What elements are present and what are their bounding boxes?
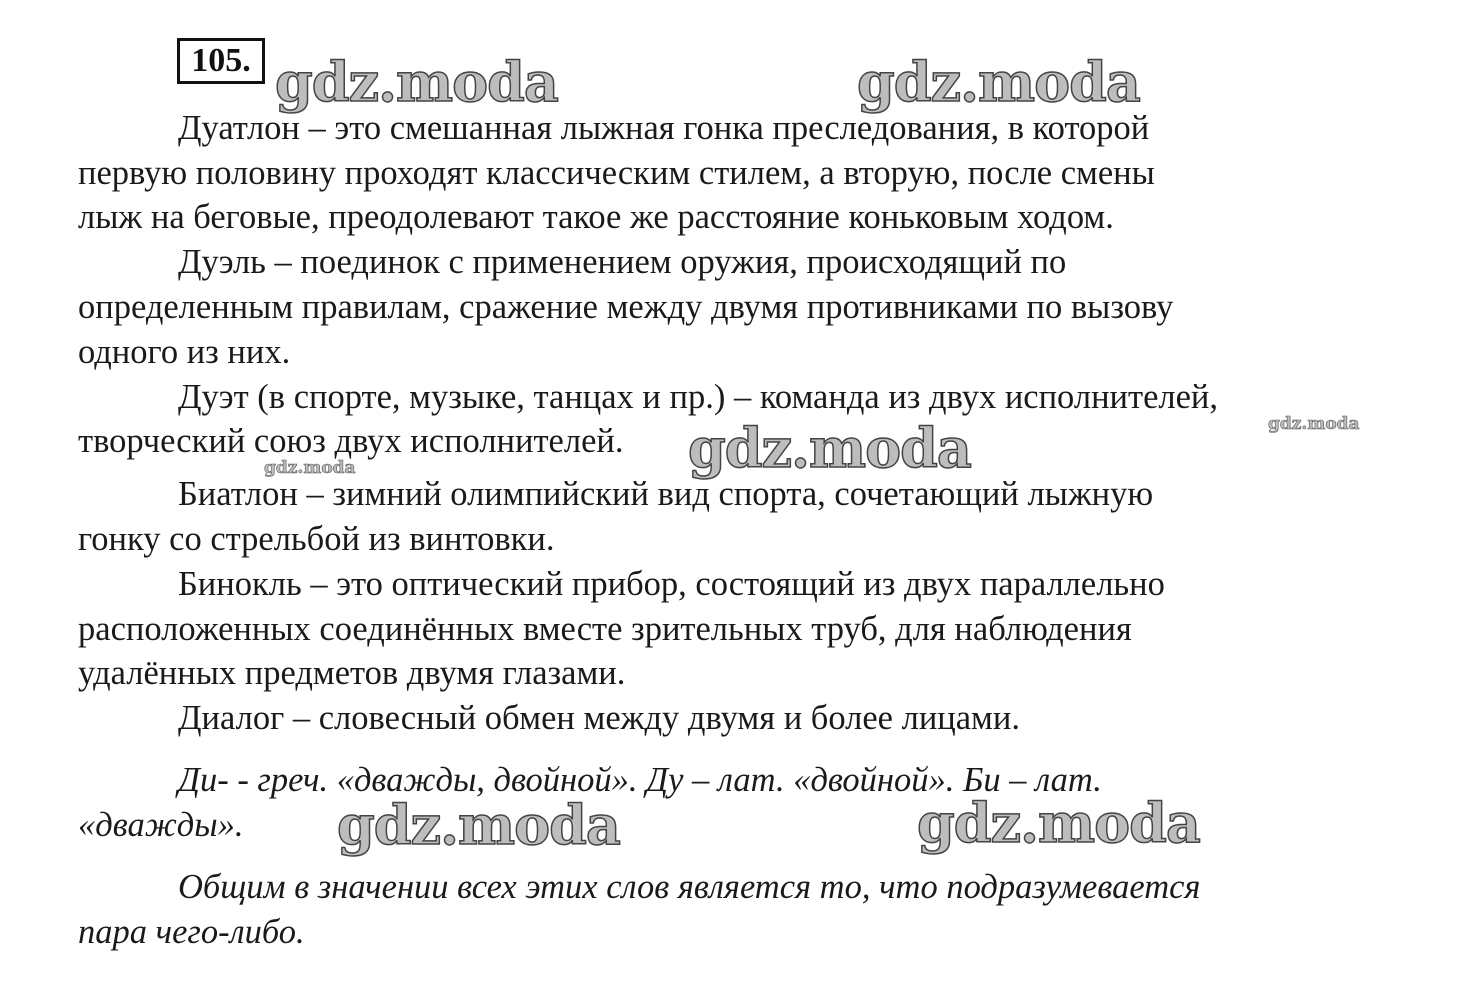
- text-line: творческий союз двух исполнителей.: [78, 422, 624, 460]
- text-line: определенным правилам, сражение между двумя противниками по вызову: [78, 288, 1174, 326]
- text-line: Дуэль – поединок с применением оружия, происходящий по: [178, 243, 1067, 281]
- watermark-logo: gdz.moda: [275, 50, 558, 114]
- watermark-logo: gdz.moda: [917, 791, 1200, 855]
- text-line: Бинокль – это оптический прибор, состоящий из двух параллельно: [178, 565, 1165, 603]
- text-line: пара чего-либо.: [78, 913, 305, 951]
- text-line: Ди- - греч. «дважды, двойной». Ду – лат. «двойной». Би – лат.: [178, 761, 1102, 799]
- text-line: одного из них.: [78, 333, 291, 371]
- text-line: Дуатлон – это смешанная лыжная гонка преследования, в которой: [178, 109, 1150, 147]
- watermark-logo-small: gdz.moda: [264, 458, 356, 478]
- watermark-logo: gdz.moda: [337, 793, 620, 857]
- text-line: Дуэт (в спорте, музыке, танцах и пр.) – команда из двух исполнителей,: [178, 378, 1219, 416]
- text-line: первую половину проходят классическим стилем, а вторую, после смены: [78, 154, 1155, 192]
- text-line: лыж на беговые, преодолевают такое же расстояние коньковым ходом.: [78, 198, 1114, 236]
- watermark-logo-small: gdz.moda: [1268, 414, 1360, 434]
- text-line: Биатлон – зимний олимпийский вид спорта, сочетающий лыжную: [178, 475, 1154, 513]
- text-line: Общим в значении всех этих слов является то, что подразумевается: [178, 868, 1201, 906]
- text-line: удалённых предметов двумя глазами.: [78, 654, 626, 692]
- watermark-logo: gdz.moda: [688, 416, 971, 480]
- text-line: гонку со стрельбой из винтовки.: [78, 520, 555, 558]
- text-line: Диалог – словесный обмен между двумя и более лицами.: [178, 699, 1020, 737]
- text-line: «дважды».: [78, 806, 244, 844]
- watermark-logo: gdz.moda: [857, 50, 1140, 114]
- exercise-number-box: 105.: [177, 38, 265, 84]
- text-line: расположенных соединённых вместе зрительных труб, для наблюдения: [78, 610, 1132, 648]
